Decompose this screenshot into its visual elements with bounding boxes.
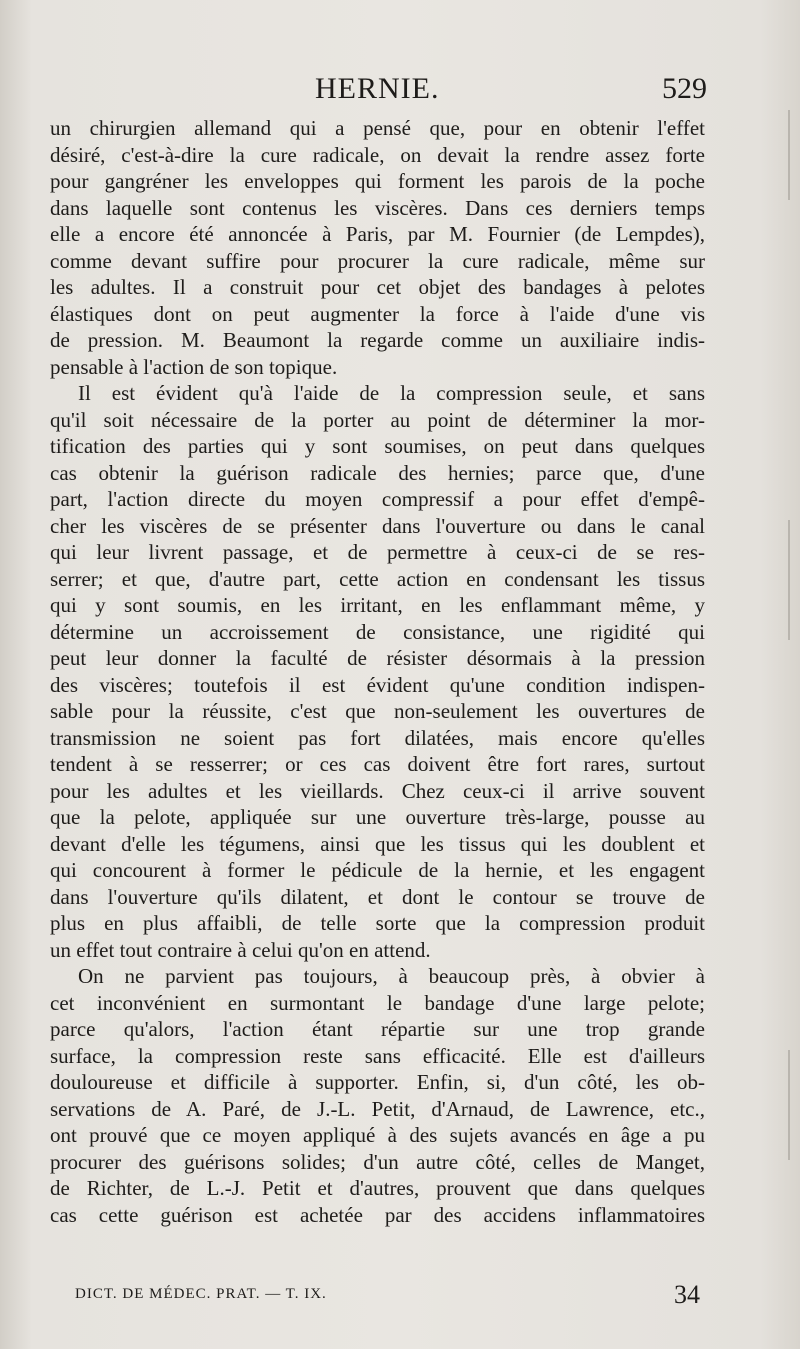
text-line: que la pelote, appliquée sur une ouverture très-large, pousse au [50,805,705,829]
text-line: parce qu'alors, l'action étant répartie sur une trop grande [50,1017,705,1041]
text-line: plus en plus affaibli, de telle sorte que la compression produit [50,911,705,935]
text-line: sable pour la réussite, c'est que non-seulement les ouvertures de [50,699,705,723]
text-line: ont prouvé que ce moyen appliqué à des sujets avancés en âge a pu [50,1123,705,1147]
text-line: cas cette guérison est achetée par des accidens inflammatoires [50,1202,705,1227]
text-line: comme devant suffire pour procurer la cure radicale, même sur [50,248,705,273]
signature-number: 34 [674,1280,700,1309]
paper-edge-shadow [788,1050,790,1160]
text-line: douloureuse et difficile à supporter. Enfin, si, d'un côté, les ob- [50,1070,705,1094]
text-line: cet inconvénient en surmontant le bandage d'une large pelote; [50,990,705,1015]
body-text [50,115,705,1228]
text-line: surface, la compression reste sans efficacité. Elle est d'ailleurs [50,1043,705,1068]
text-line: de pression. M. Beaumont la regarde comme un auxiliaire indis- [50,328,705,352]
text-line: devant d'elle les tégumens, ainsi que les tissus qui les doublent et [50,831,705,856]
text-line: dans l'ouverture qu'ils dilatent, et dont le contour se trouve de [50,884,705,909]
text-line: qui leur livrent passage, et de permettre à ceux-ci de se res- [50,540,705,564]
text-line: tification des parties qui y sont soumises, on peut dans quelques [50,434,705,458]
text-line: Il est évident qu'à l'aide de la compression seule, et sans [78,381,705,405]
text-line: procurer des guérisons solides; d'un autre côté, celles de Manget, [50,1149,705,1174]
text-line: pensable à l'action de son topique. [50,354,338,379]
printer-signature: DICT. DE MÉDEC. PRAT. — T. IX. [75,1286,327,1302]
text-line: cas obtenir la guérison radicale des hernies; parce que, d'une [50,460,705,485]
paper-edge-shadow [788,520,790,640]
page-number: 529 [662,72,707,105]
text-line: des viscères; toutefois il est évident qu'une condition indispen- [50,672,705,697]
paper-edge-shadow [788,110,790,200]
text-line: servations de A. Paré, de J.-L. Petit, d'Arnaud, de Lawrence, etc., [50,1096,705,1121]
text-line: peut leur donner la faculté de résister désormais à la pression [50,646,705,670]
text-line: On ne parvient pas toujours, à beaucoup près, à obvier à [78,964,705,988]
text-line: qu'il soit nécessaire de la porter au point de déterminer la mor- [50,407,705,432]
text-line: désiré, c'est-à-dire la cure radicale, on devait la rendre assez forte [50,142,705,167]
text-line: dans laquelle sont contenus les viscères. Dans ces derniers temps [50,195,705,220]
text-line: tendent à se resserrer; or ces cas doivent être fort rares, surtout [50,752,705,776]
page-footer [75,1280,700,1310]
text-line: les adultes. Il a construit pour cet objet des bandages à pelotes [50,275,705,299]
text-line: un chirurgien allemand qui a pensé que, pour en obtenir l'effet [50,116,705,140]
text-line: pour les adultes et les vieillards. Chez ceux-ci il arrive souvent [50,778,705,803]
text-line: pour gangréner les enveloppes qui forment les parois de la poche [50,169,705,193]
text-line: transmission ne soient pas fort dilatées, mais encore qu'elles [50,725,705,750]
text-line: elle a encore été annoncée à Paris, par M. Fournier (de Lempdes), [50,222,705,246]
text-line: serrer; et que, d'autre part, cette action en condensant les tissus [50,566,705,591]
running-head: HERNIE. [315,72,440,105]
text-line: qui y sont soumis, en les irritant, en les enflammant même, y [50,593,705,617]
text-line: qui concourent à former le pédicule de la hernie, et les engagent [50,858,705,882]
text-line: détermine un accroissement de consistance, une rigidité qui [50,619,705,644]
text-line: cher les viscères de se présenter dans l'ouverture ou dans le canal [50,513,705,538]
text-line: part, l'action directe du moyen compressif a pour effet d'empê- [50,487,705,511]
text-line: de Richter, de L.-J. Petit et d'autres, prouvent que dans quelques [50,1176,705,1200]
text-line: un effet tout contraire à celui qu'on en attend. [50,937,431,962]
page-header [55,70,705,112]
text-line: élastiques dont on peut augmenter la force à l'aide d'une vis [50,301,705,326]
